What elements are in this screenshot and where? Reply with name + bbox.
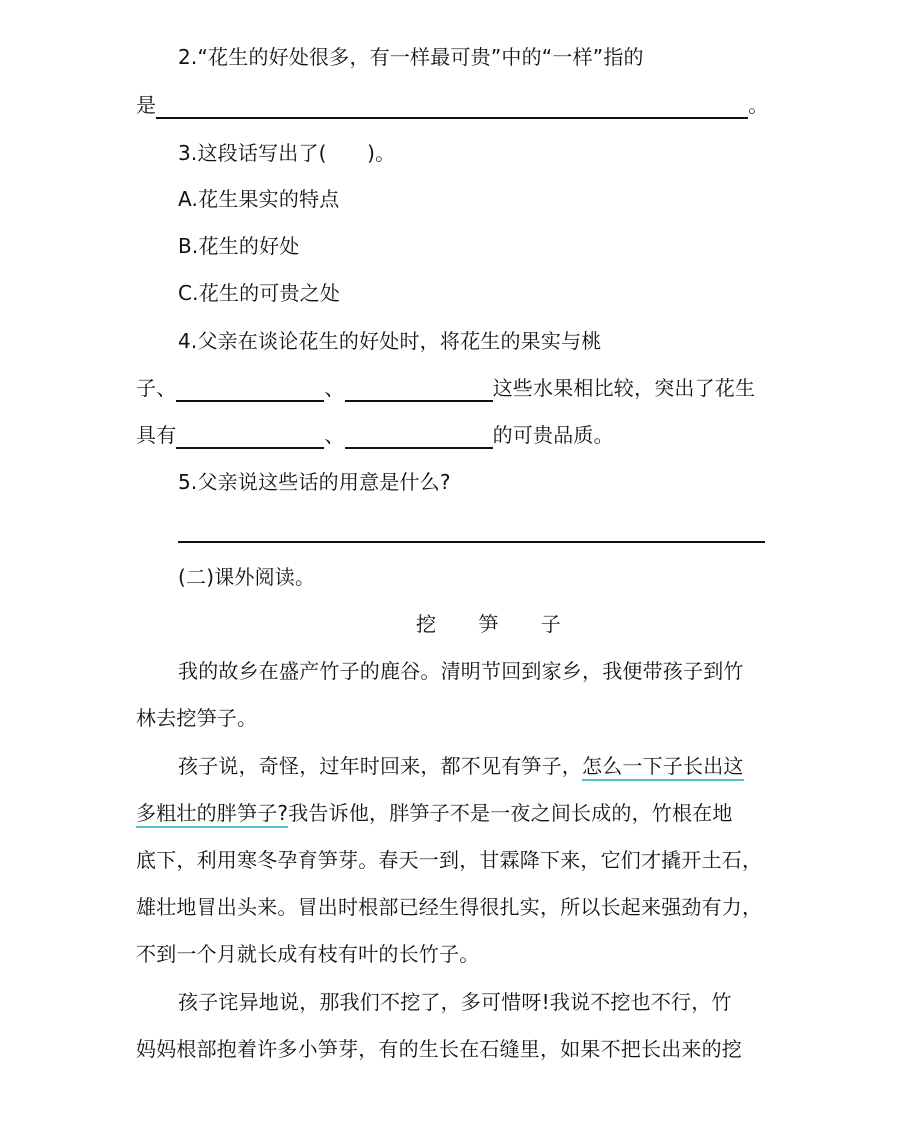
passage-p1-line2: 林去挖笋子。 [136, 706, 258, 730]
q4-line1: 4.父亲在谈论花生的好处时，将花生的果实与桃 [178, 329, 602, 353]
q3-option-a[interactable]: A.花生果实的特点 [178, 187, 340, 211]
q3-option-b[interactable]: B.花生的好处 [178, 234, 300, 258]
q4-line3-suffix: 的可贵品质。 [492, 423, 614, 447]
passage-p2-line4: 雄壮地冒出头来。冒出时根部已经生得很扎实，所以长起来强劲有力， [136, 895, 763, 919]
passage-p2-line3: 底下，利用寒冬孕育笋芽。春天一到，甘霖降下来，它们才撬开土石， [136, 848, 763, 872]
passage-p3-line2: 妈妈根部抱着许多小笋芽，有的生长在石缝里，如果不把长出来的挖 [136, 1037, 742, 1061]
passage-title: 挖 笋 子 [416, 612, 579, 636]
q2-line1: 2.“花生的好处很多，有一样最可贵”中的“一样”指的 [178, 45, 644, 69]
q4-sep-2: 、 [324, 423, 345, 447]
q4-blank-quality-1[interactable] [176, 423, 324, 449]
q5-answer-line[interactable] [178, 541, 765, 543]
q3-option-c[interactable]: C.花生的可贵之处 [178, 281, 341, 305]
passage-p2-line1-text: 孩子说，奇怪，过年时回来，都不见有笋子， [178, 754, 582, 778]
q5-question: 5.父亲说这些话的用意是什么? [178, 470, 451, 494]
passage-p3-line1: 孩子诧异地说，那我们不挖了，多可惜呀!我说不挖也不行，竹 [178, 990, 732, 1014]
passage-p2-line5: 不到一个月就长成有枝有叶的长竹子。 [136, 942, 480, 966]
q2-suffix: 。 [748, 93, 769, 117]
underlined-sentence-part1: 怎么一下子长出这 [582, 754, 744, 781]
passage-p2-line2-text: 我告诉他，胖笋子不是一夜之间长成的，竹根在地 [288, 801, 733, 825]
q2-line2 [136, 91, 768, 119]
q4-line2-suffix: 这些水果相比较，突出了花生 [492, 376, 756, 400]
passage-p2-line2 [136, 799, 733, 827]
passage-p2-line1 [178, 752, 744, 780]
q4-line2-prefix: 子、 [136, 376, 177, 400]
q3-question: 3.这段话写出了( )。 [178, 141, 396, 165]
underlined-sentence-part2: 多粗壮的胖笋子? [136, 801, 288, 828]
q4-blank-fruit-1[interactable] [176, 376, 324, 402]
q4-blank-fruit-2[interactable] [345, 376, 493, 402]
passage-p1-line1: 我的故乡在盛产竹子的鹿谷。清明节回到家乡，我便带孩子到竹 [178, 659, 744, 683]
q4-line2 [136, 374, 755, 402]
q2-answer-blank[interactable] [156, 93, 748, 119]
q4-line3-prefix: 具有 [136, 423, 177, 447]
q4-sep-1: 、 [324, 376, 345, 400]
q4-line3 [136, 421, 614, 449]
q2-prefix: 是 [136, 93, 157, 117]
section2-heading: (二)课外阅读。 [178, 565, 316, 589]
q4-blank-quality-2[interactable] [345, 423, 493, 449]
